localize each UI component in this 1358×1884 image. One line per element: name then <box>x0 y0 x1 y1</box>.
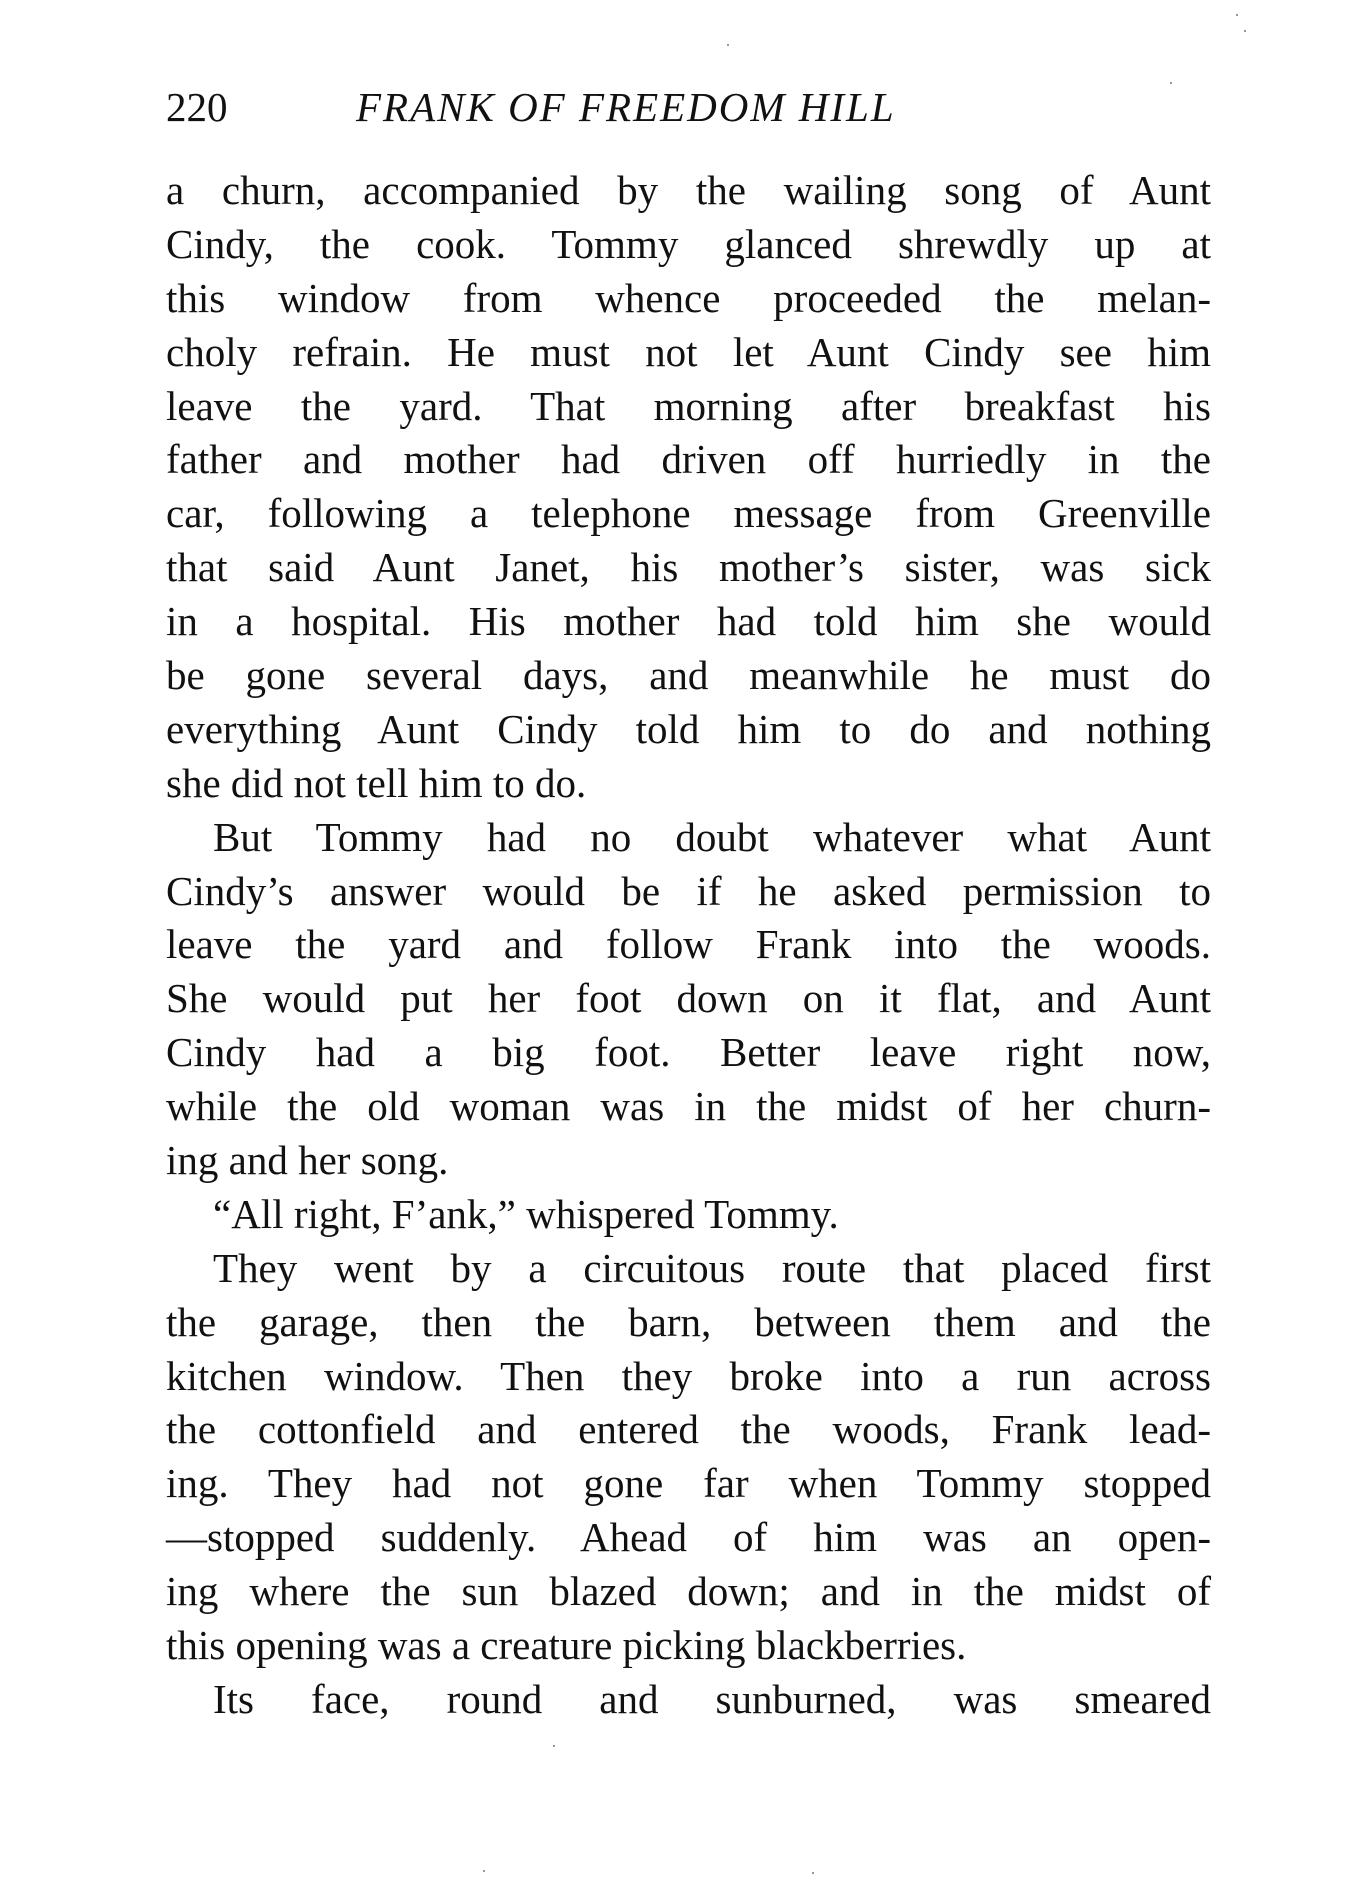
scan-speck <box>812 1872 814 1874</box>
text-line: ing and her song. <box>166 1137 449 1184</box>
text-line: this window from whence proceeded the melan- <box>166 274 1211 321</box>
text-line: But Tommy had no doubt whatever what Aunt <box>213 813 1211 860</box>
text-line: the garage, then the barn, between them and the <box>166 1298 1211 1345</box>
text-line: car, following a telephone message from Greenville <box>166 490 1211 537</box>
text-line: this opening was a creature picking blackberries. <box>166 1622 967 1669</box>
scan-speck <box>1170 82 1172 84</box>
text-line: ing. They had not gone far when Tommy stopped <box>166 1460 1211 1507</box>
scan-speck <box>553 1745 555 1747</box>
text-line: a churn, accompanied by the wailing song of Aunt <box>166 167 1211 213</box>
scan-speck <box>1244 30 1246 32</box>
text-line: while the old woman was in the midst of her churn- <box>166 1083 1211 1130</box>
text-line: kitchen window. Then they broke into a run across <box>166 1352 1211 1399</box>
text-line: in a hospital. His mother had told him she would <box>166 598 1211 645</box>
text-line: the cottonfield and entered the woods, Frank lead- <box>166 1406 1211 1453</box>
running-title: FRANK OF FREEDOM HILL <box>356 84 896 130</box>
text-line: Cindy’s answer would be if he asked permission to <box>166 867 1211 914</box>
text-line: She would put her foot down on it flat, and Aunt <box>166 975 1211 1022</box>
page-number: 220 <box>166 84 228 130</box>
text-line: father and mother had driven off hurriedly in the <box>166 436 1211 483</box>
text-line: Cindy, the cook. Tommy glanced shrewdly up at <box>166 220 1211 267</box>
text-line: Its face, round and sunburned, was smeared <box>213 1675 1211 1722</box>
body-text <box>166 164 1211 1727</box>
text-line: leave the yard and follow Frank into the woods. <box>166 921 1211 968</box>
page-header <box>166 82 1046 132</box>
text-line: leave the yard. That morning after breakfast his <box>166 382 1211 429</box>
text-line: They went by a circuitous route that placed first <box>213 1244 1211 1291</box>
text-line: —stopped suddenly. Ahead of him was an open- <box>166 1514 1211 1561</box>
text-line: that said Aunt Janet, his mother’s sister, was sick <box>166 544 1211 591</box>
scan-speck <box>483 1870 485 1872</box>
text-line: choly refrain. He must not let Aunt Cindy see him <box>166 328 1211 375</box>
text-line: Cindy had a big foot. Better leave right now, <box>166 1029 1211 1076</box>
text-line: she did not tell him to do. <box>166 759 587 806</box>
text-line: be gone several days, and meanwhile he must do <box>166 652 1211 699</box>
scan-speck <box>727 44 729 46</box>
text-line: everything Aunt Cindy told him to do and nothing <box>166 705 1211 752</box>
text-line: “All right, F’ank,” whispered Tommy. <box>213 1190 839 1237</box>
text-line: ing where the sun blazed down; and in the midst of <box>166 1568 1211 1615</box>
scan-speck <box>1236 14 1238 16</box>
